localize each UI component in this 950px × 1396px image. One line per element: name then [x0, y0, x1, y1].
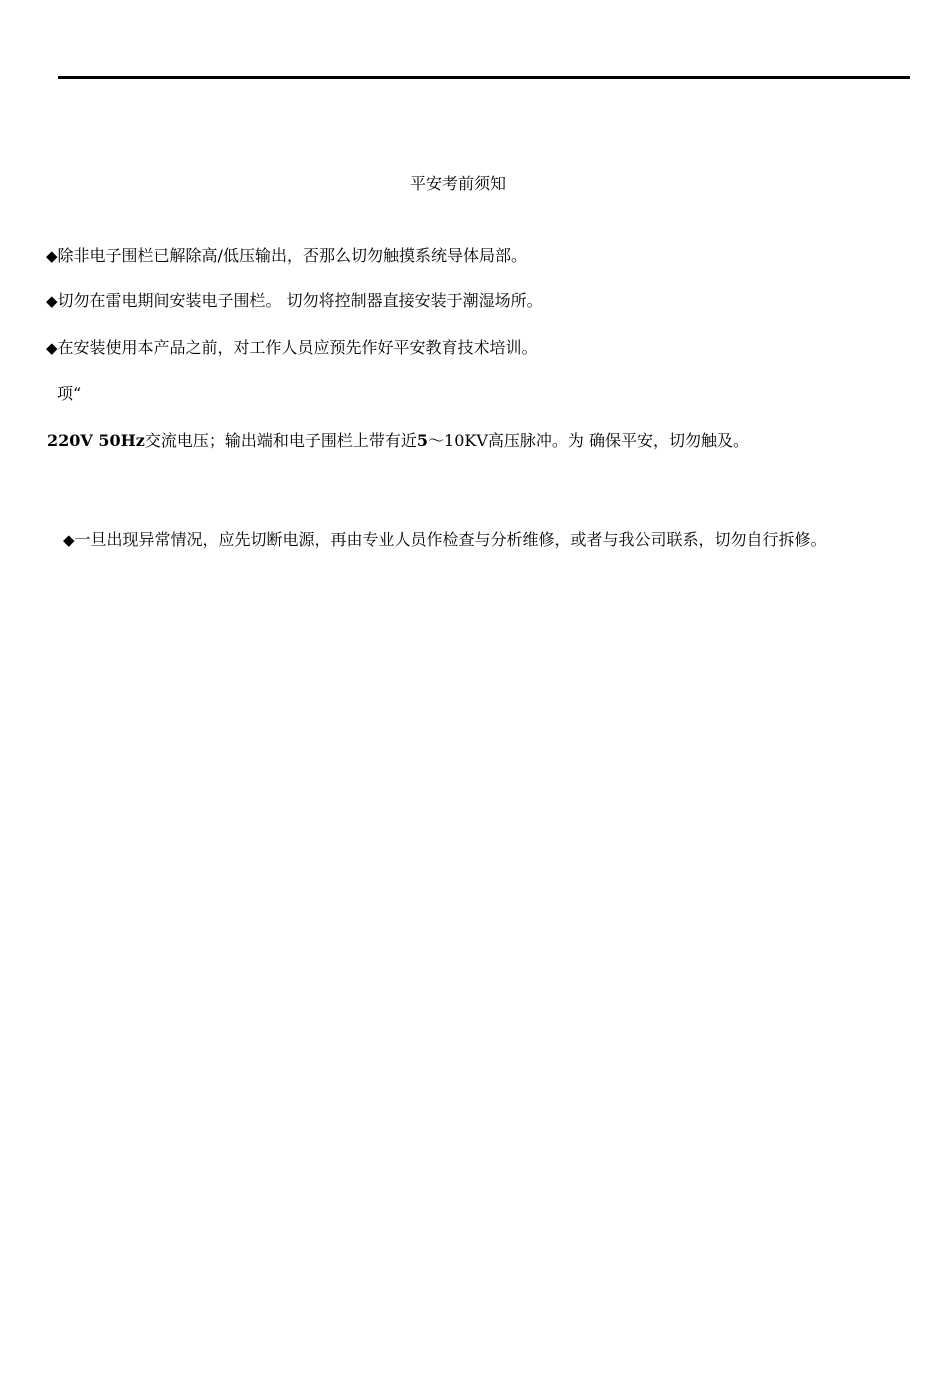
- notice-item-text: 一旦出现异常情况，应先切断电源，再由专业人员作检查与分析维修，或者与我公司联系，切勿自行拆修。: [74, 530, 827, 549]
- voltage-number: 5: [416, 431, 429, 450]
- notice-item-text: 除非电子围栏已解除高/低压输出，否那么切勿触摸系统导体局部。: [57, 246, 527, 265]
- notice-item: [46, 291, 543, 311]
- diamond-bullet-icon: ◆: [46, 292, 58, 310]
- header-rule: [58, 76, 910, 79]
- voltage-warning: [47, 431, 749, 451]
- text-fragment: 项“: [57, 384, 82, 403]
- notice-item-text: 切勿在雷电期间安装电子围栏。 切勿将控制器直接安装于潮湿场所。: [57, 291, 543, 310]
- page-title: 平安考前须知: [409, 174, 506, 193]
- notice-item: [46, 246, 527, 266]
- notice-item: [46, 338, 538, 358]
- voltage-spec: 220V 50Hz: [47, 431, 145, 450]
- diamond-bullet-icon: ◆: [63, 531, 75, 549]
- diamond-bullet-icon: ◆: [46, 247, 58, 265]
- voltage-text-a: 交流电压；输出端和电子围栏上带有近: [144, 431, 417, 450]
- diamond-bullet-icon: ◆: [46, 339, 58, 357]
- notice-item: [63, 530, 827, 550]
- voltage-text-b: ～10KV: [428, 431, 488, 450]
- voltage-text-c: 高压脉冲。为 确保平安，切勿触及。: [487, 431, 749, 450]
- notice-item-text: 在安装使用本产品之前，对工作人员应预先作好平安教育技术培训。: [57, 338, 538, 357]
